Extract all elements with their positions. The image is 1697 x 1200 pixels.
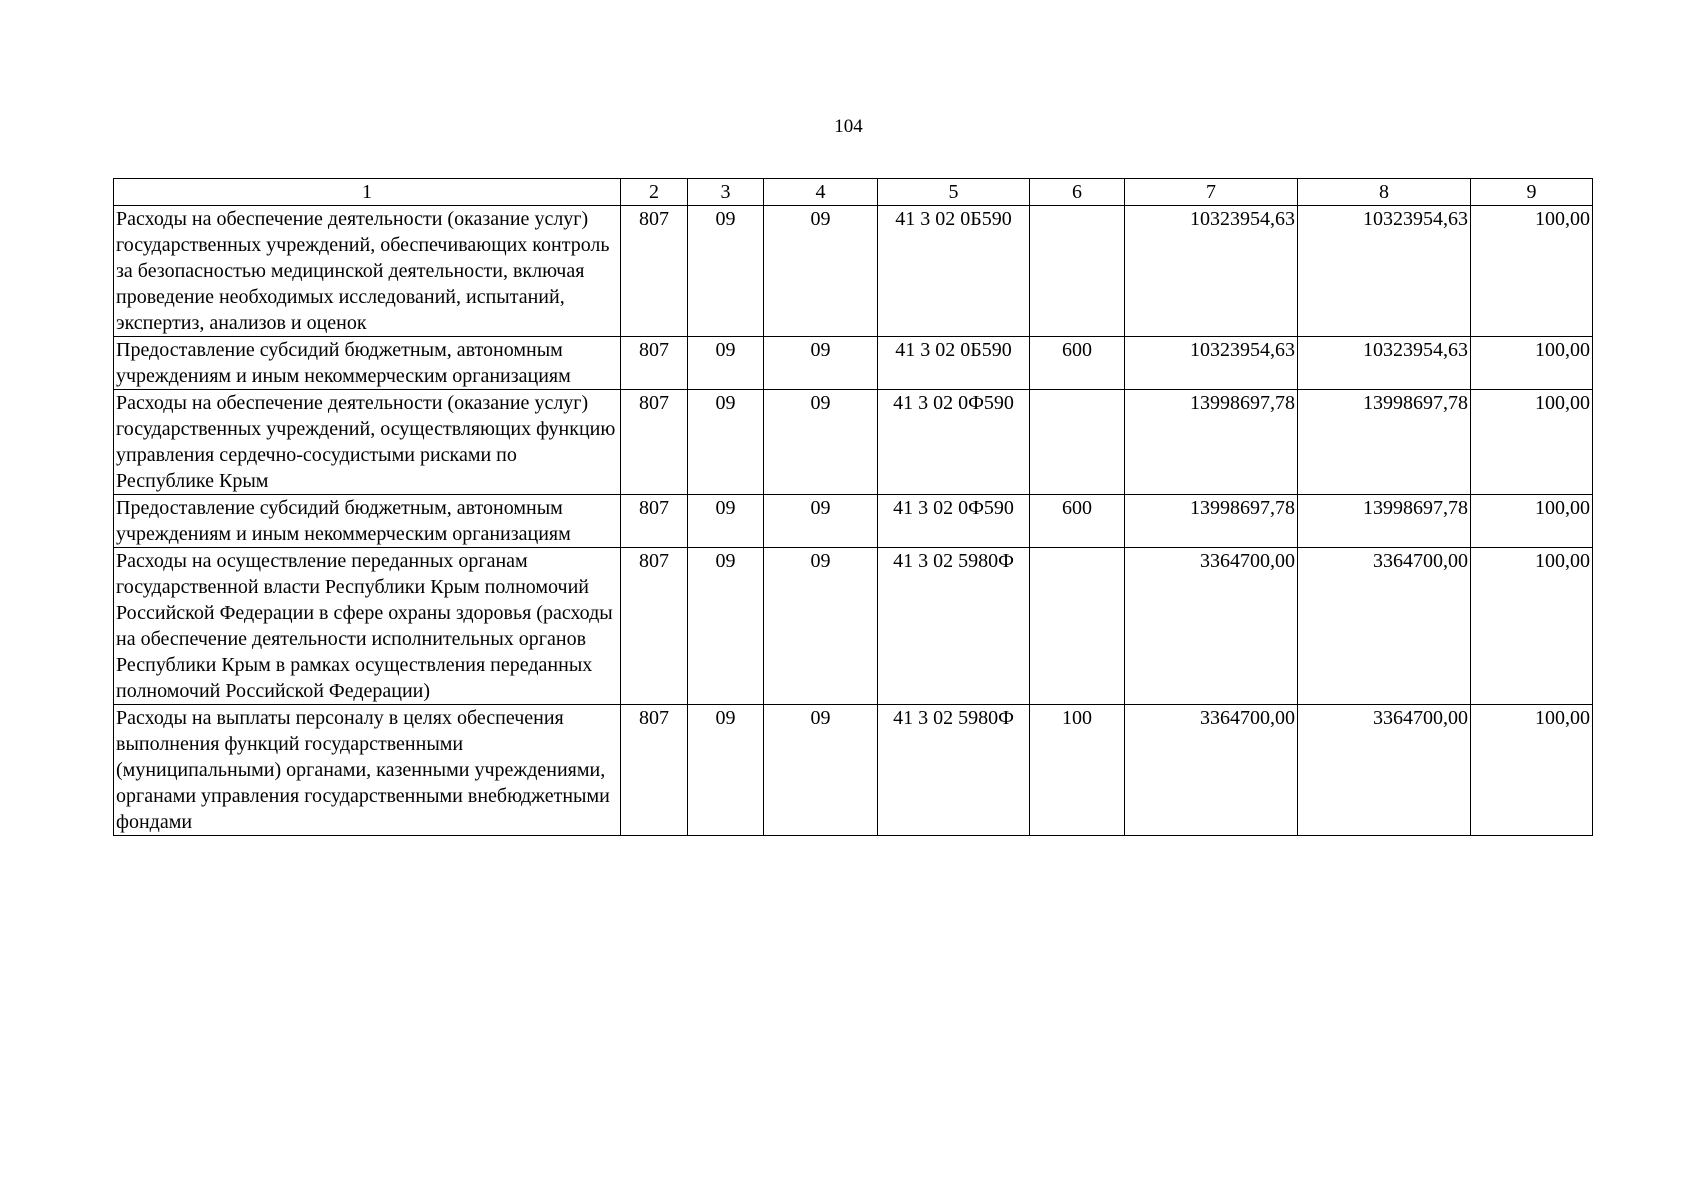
header-row: [114, 179, 1593, 206]
cell-col6: 600: [1030, 337, 1125, 390]
cell-col5: 41 3 02 0Б590: [878, 337, 1030, 390]
cell-col7: 3364700,00: [1125, 705, 1298, 836]
cell-col2: 807: [621, 390, 688, 495]
cell-col2: 807: [621, 337, 688, 390]
column-header: 9: [1471, 179, 1593, 206]
cell-col5: 41 3 02 0Ф590: [878, 390, 1030, 495]
expense-description: Расходы на обеспечение деятельности (оказание услуг) государственных учреждений, осуществляющих функцию управления сердечно-сосудистыми рисками по Республике Крым: [114, 390, 621, 495]
cell-col6: 600: [1030, 495, 1125, 548]
cell-col7: 10323954,63: [1125, 206, 1298, 337]
cell-col2: 807: [621, 495, 688, 548]
column-header: 2: [621, 179, 688, 206]
cell-col7: 3364700,00: [1125, 548, 1298, 705]
cell-col4: 09: [764, 390, 878, 495]
cell-col3: 09: [688, 548, 764, 705]
cell-col2: 807: [621, 705, 688, 836]
cell-col4: 09: [764, 495, 878, 548]
cell-col6: 100: [1030, 705, 1125, 836]
cell-col9: 100,00: [1471, 495, 1593, 548]
column-header: 5: [878, 179, 1030, 206]
cell-col5: 41 3 02 5980Ф: [878, 548, 1030, 705]
cell-col4: 09: [764, 548, 878, 705]
expense-description: Расходы на выплаты персоналу в целях обеспечения выполнения функций государственными (муниципальными) органами, казенными учреждениями, органами управления государственными внебюджетными фондами: [114, 705, 621, 836]
table-row: [114, 495, 1593, 548]
column-header: 4: [764, 179, 878, 206]
expense-description: Предоставление субсидий бюджетным, автономным учреждениям и иным некоммерческим организациям: [114, 337, 621, 390]
cell-col8: 3364700,00: [1298, 548, 1471, 705]
budget-table: [113, 178, 1593, 836]
expense-description: Предоставление субсидий бюджетным, автономным учреждениям и иным некоммерческим организациям: [114, 495, 621, 548]
cell-col6: [1030, 206, 1125, 337]
cell-col9: 100,00: [1471, 705, 1593, 836]
cell-col3: 09: [688, 337, 764, 390]
table-row: [114, 337, 1593, 390]
cell-col3: 09: [688, 206, 764, 337]
cell-col8: 13998697,78: [1298, 495, 1471, 548]
cell-col4: 09: [764, 337, 878, 390]
table-row: [114, 705, 1593, 836]
column-header: 3: [688, 179, 764, 206]
cell-col5: 41 3 02 0Ф590: [878, 495, 1030, 548]
column-header: 6: [1030, 179, 1125, 206]
page-number: 104: [834, 116, 863, 137]
cell-col7: 13998697,78: [1125, 495, 1298, 548]
column-header: 8: [1298, 179, 1471, 206]
cell-col4: 09: [764, 206, 878, 337]
expense-description: Расходы на обеспечение деятельности (оказание услуг) государственных учреждений, обеспечивающих контроль за безопасностью медицинской деятельности, включая проведение необходимых исследований, испытаний, экспертиз, анализов и оценок: [114, 206, 621, 337]
cell-col6: [1030, 548, 1125, 705]
cell-col8: 10323954,63: [1298, 337, 1471, 390]
table-row: [114, 206, 1593, 337]
cell-col5: 41 3 02 5980Ф: [878, 705, 1030, 836]
cell-col5: 41 3 02 0Б590: [878, 206, 1030, 337]
cell-col8: 13998697,78: [1298, 390, 1471, 495]
cell-col2: 807: [621, 548, 688, 705]
table-row: [114, 548, 1593, 705]
cell-col6: [1030, 390, 1125, 495]
cell-col8: 3364700,00: [1298, 705, 1471, 836]
cell-col9: 100,00: [1471, 337, 1593, 390]
cell-col2: 807: [621, 206, 688, 337]
cell-col3: 09: [688, 390, 764, 495]
expense-description: Расходы на осуществление переданных органам государственной власти Республики Крым полномочий Российской Федерации в сфере охраны здоровья (расходы на обеспечение деятельности исполнительных органов Республики Крым в рамках осуществления переданных полномочий Российской Федерации): [114, 548, 621, 705]
cell-col8: 10323954,63: [1298, 206, 1471, 337]
cell-col7: 10323954,63: [1125, 337, 1298, 390]
column-header: 7: [1125, 179, 1298, 206]
cell-col4: 09: [764, 705, 878, 836]
table-row: [114, 390, 1593, 495]
column-header: 1: [114, 179, 621, 206]
cell-col9: 100,00: [1471, 548, 1593, 705]
cell-col3: 09: [688, 495, 764, 548]
cell-col3: 09: [688, 705, 764, 836]
cell-col7: 13998697,78: [1125, 390, 1298, 495]
cell-col9: 100,00: [1471, 390, 1593, 495]
cell-col9: 100,00: [1471, 206, 1593, 337]
